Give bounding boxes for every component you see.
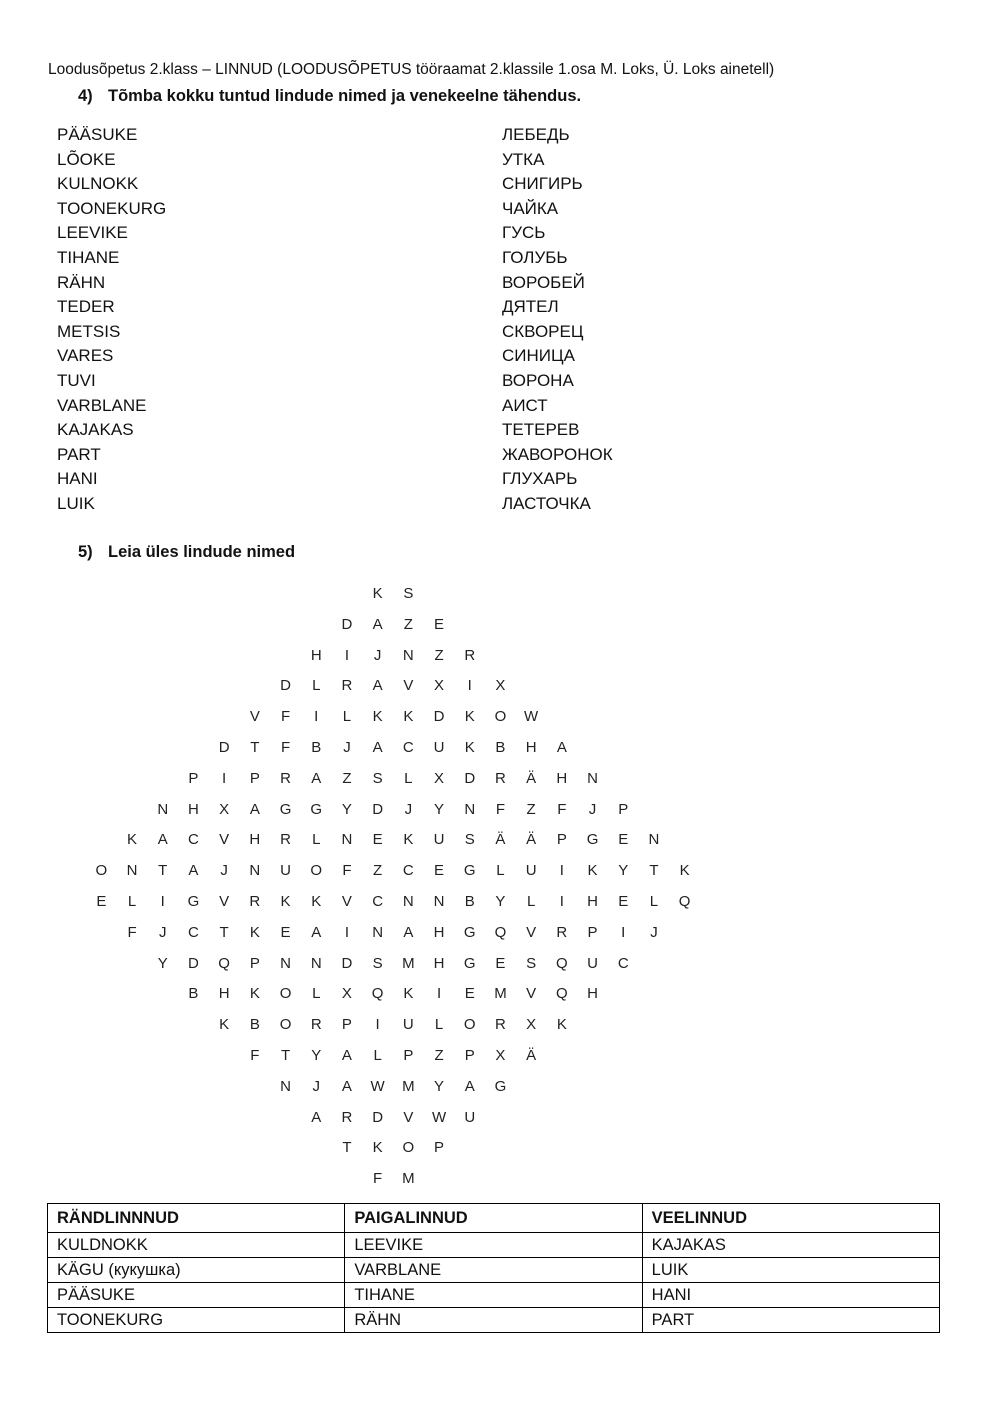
- grid-letter: E: [495, 954, 506, 972]
- grid-letter: L: [404, 769, 413, 787]
- estonian-word: RÄHN: [57, 272, 106, 292]
- grid-letter: U: [525, 862, 537, 880]
- grid-letter: H: [587, 985, 598, 1003]
- grid-letter: F: [280, 708, 291, 726]
- grid-letter: U: [587, 954, 598, 972]
- grid-letter: A: [372, 615, 383, 633]
- header-water-birds: VEELINNUD: [642, 1204, 939, 1233]
- grid-letter: F: [250, 1047, 260, 1064]
- grid-letter: S: [372, 769, 383, 787]
- grid-letter: I: [344, 646, 350, 664]
- grid-letter: K: [280, 893, 291, 910]
- grid-letter: K: [556, 1016, 567, 1034]
- russian-word: ГЛУХАРЬ: [502, 469, 578, 489]
- grid-letter: P: [249, 954, 260, 972]
- grid-letter: K: [464, 739, 475, 756]
- grid-letter: H: [249, 831, 261, 849]
- grid-letter: Q: [678, 893, 691, 910]
- table-header-row: [48, 1204, 940, 1233]
- grid-letter: K: [372, 708, 383, 726]
- russian-word: СНИГИРЬ: [502, 174, 583, 194]
- grid-letter: N: [464, 800, 476, 818]
- grid-letter: Y: [434, 800, 445, 818]
- grid-letter: T: [342, 1139, 352, 1157]
- grid-letter: T: [158, 862, 168, 880]
- grid-letter: B: [188, 985, 199, 1003]
- grid-letter: K: [249, 923, 260, 941]
- grid-letter: Z: [434, 646, 444, 664]
- grid-letter: H: [218, 985, 230, 1003]
- grid-letter: F: [373, 1170, 383, 1188]
- grid-letter: N: [648, 831, 660, 849]
- russian-word: ЛЕБЕДЬ: [502, 125, 570, 144]
- worksheet-header: Loodusõpetus 2.klass – LINNUD (LOODUSÕPETUS tööraamat 2.klassile 1.osa M. Loks, Ü. Loks ainetell): [48, 61, 775, 78]
- russian-word: ВОРОНА: [502, 370, 574, 390]
- task-4-number: 4): [78, 87, 93, 105]
- grid-letter: K: [403, 831, 414, 849]
- grid-letter: N: [372, 923, 384, 941]
- grid-letter: A: [311, 923, 322, 941]
- table-cell: KAJAKAS: [642, 1233, 939, 1258]
- grid-letter: C: [402, 862, 414, 880]
- grid-letter: R: [280, 769, 291, 787]
- estonian-word: LEEVIKE: [57, 223, 128, 243]
- grid-letter: K: [372, 585, 383, 602]
- grid-letter: P: [464, 1047, 475, 1064]
- grid-letter: Z: [434, 1047, 444, 1064]
- russian-word: ДЯТЕЛ: [502, 297, 559, 317]
- grid-letter: X: [341, 985, 352, 1003]
- grid-letter: Q: [494, 923, 507, 941]
- grid-letter: Y: [311, 1047, 322, 1064]
- grid-letter: Ä: [495, 831, 506, 849]
- table-row: [48, 1258, 940, 1283]
- grid-letter: H: [433, 954, 445, 972]
- grid-letter: M: [402, 1077, 415, 1095]
- grid-letter: L: [373, 1047, 382, 1064]
- grid-letter: E: [280, 923, 291, 941]
- grid-letter: E: [96, 893, 107, 910]
- estonian-word: LÕOKE: [57, 149, 116, 169]
- grid-letter: Y: [618, 862, 629, 880]
- grid-letter: B: [495, 739, 506, 756]
- estonian-word: HANI: [57, 469, 98, 489]
- grid-letter: X: [526, 1016, 537, 1034]
- grid-letter: R: [341, 677, 353, 695]
- grid-letter: D: [372, 800, 384, 818]
- grid-letter: W: [524, 708, 539, 726]
- grid-letter: D: [341, 954, 353, 972]
- grid-letter: E: [372, 831, 383, 849]
- grid-letter: V: [249, 708, 260, 726]
- grid-letter: O: [494, 708, 507, 726]
- grid-letter: N: [249, 862, 261, 880]
- grid-letter: P: [587, 923, 598, 941]
- grid-letter: G: [463, 954, 476, 972]
- table-cell: LEEVIKE: [345, 1233, 642, 1258]
- table-cell: TIHANE: [345, 1283, 642, 1308]
- grid-letter: C: [617, 954, 629, 972]
- grid-letter: P: [341, 1016, 352, 1034]
- russian-word: ТЕТЕРЕВ: [502, 420, 580, 440]
- estonian-word: VARBLANE: [57, 395, 147, 415]
- grid-letter: U: [433, 831, 445, 849]
- grid-letter: O: [279, 985, 292, 1003]
- table-cell: KULDNOKK: [48, 1233, 345, 1258]
- grid-letter: N: [157, 800, 169, 818]
- grid-letter: Ä: [526, 1047, 537, 1064]
- grid-letter: M: [402, 954, 415, 972]
- grid-letter: A: [372, 739, 383, 756]
- grid-letter: P: [188, 769, 199, 787]
- grid-letter: G: [586, 831, 599, 849]
- header-resident-birds: PAIGALINNUD: [345, 1204, 642, 1233]
- grid-letter: H: [556, 769, 568, 787]
- table-cell: VARBLANE: [345, 1258, 642, 1283]
- grid-letter: J: [588, 800, 597, 818]
- grid-letter: A: [403, 923, 414, 941]
- grid-letter: K: [587, 862, 598, 880]
- grid-letter: C: [372, 893, 384, 910]
- grid-letter: R: [280, 831, 291, 849]
- grid-letter: G: [187, 893, 200, 910]
- grid-letter: D: [280, 677, 291, 695]
- estonian-word: LUIK: [57, 493, 95, 513]
- grid-letter: X: [434, 677, 445, 695]
- grid-letter: I: [160, 893, 165, 910]
- grid-letter: J: [650, 923, 658, 941]
- grid-letter: K: [403, 985, 414, 1003]
- grid-letter: S: [464, 831, 475, 849]
- grid-letter: A: [372, 677, 383, 695]
- russian-word: СИНИЦА: [502, 346, 575, 366]
- grid-letter: E: [434, 615, 445, 633]
- grid-letter: R: [495, 1016, 506, 1034]
- grid-letter: V: [526, 923, 537, 941]
- estonian-word: VARES: [57, 346, 114, 366]
- grid-letter: N: [280, 954, 291, 972]
- grid-letter: Z: [373, 862, 383, 880]
- grid-letter: L: [312, 677, 321, 695]
- bird-category-table: [47, 1203, 940, 1333]
- grid-letter: M: [402, 1170, 415, 1188]
- grid-letter: D: [372, 1108, 384, 1126]
- grid-letter: I: [559, 893, 564, 910]
- grid-letter: A: [556, 739, 567, 756]
- russian-word: ВОРОБЕЙ: [502, 272, 585, 292]
- header-migratory-birds: RÄNDLINNNUD: [48, 1204, 345, 1233]
- grid-letter: P: [434, 1139, 445, 1157]
- grid-letter: G: [310, 800, 323, 818]
- grid-letter: V: [219, 831, 230, 849]
- grid-letter: L: [312, 831, 321, 849]
- grid-letter: I: [559, 862, 564, 880]
- grid-letter: D: [341, 615, 353, 633]
- grid-letter: O: [279, 1016, 292, 1034]
- table-cell: LUIK: [642, 1258, 939, 1283]
- grid-letter: T: [649, 862, 659, 880]
- grid-letter: B: [311, 739, 322, 756]
- grid-letter: A: [341, 1077, 352, 1095]
- grid-letter: R: [310, 1016, 322, 1034]
- grid-letter: V: [219, 893, 230, 910]
- grid-letter: U: [280, 862, 291, 880]
- grid-letter: F: [557, 800, 567, 818]
- grid-letter: R: [464, 646, 476, 664]
- grid-letter: R: [556, 923, 568, 941]
- grid-letter: N: [433, 893, 445, 910]
- grid-letter: P: [618, 800, 629, 818]
- grid-letter: D: [433, 708, 445, 726]
- grid-letter: Q: [556, 985, 568, 1003]
- grid-letter: K: [311, 893, 322, 910]
- grid-letter: F: [280, 739, 291, 756]
- grid-letter: Z: [342, 769, 352, 787]
- estonian-word: TUVI: [57, 370, 96, 390]
- grid-letter: B: [464, 893, 475, 910]
- estonian-word: PART: [57, 444, 101, 464]
- grid-letter: L: [434, 1016, 444, 1034]
- grid-letter: L: [496, 862, 505, 880]
- russian-word: ГУСЬ: [502, 223, 546, 243]
- grid-letter: H: [433, 923, 445, 941]
- grid-letter: O: [463, 1016, 476, 1034]
- grid-letter: F: [127, 923, 137, 941]
- grid-letter: D: [188, 954, 199, 972]
- grid-letter: J: [343, 739, 351, 756]
- grid-letter: Q: [556, 954, 568, 972]
- grid-letter: J: [404, 800, 413, 818]
- grid-letter: I: [344, 923, 350, 941]
- task-5-instruction: Leia üles lindude nimed: [108, 543, 296, 561]
- grid-letter: I: [621, 923, 626, 941]
- grid-letter: S: [526, 954, 537, 972]
- grid-letter: L: [127, 893, 137, 910]
- estonian-word: PÄÄSUKE: [57, 125, 138, 144]
- grid-letter: G: [494, 1077, 507, 1095]
- russian-word: ЛАСТОЧКА: [502, 493, 591, 513]
- grid-letter: V: [341, 893, 352, 910]
- russian-word: ЧАЙКА: [502, 198, 559, 218]
- grid-letter: K: [464, 708, 475, 726]
- grid-letter: Y: [341, 800, 352, 818]
- grid-letter: K: [403, 708, 414, 726]
- grid-letter: A: [157, 831, 168, 849]
- russian-word: ЖАВОРОНОК: [502, 444, 613, 464]
- grid-letter: X: [495, 677, 506, 695]
- task-4-instruction: Tõmba kokku tuntud lindude nimed ja venekeelne tähendus.: [108, 87, 582, 105]
- grid-letter: T: [280, 1047, 291, 1064]
- grid-letter: Q: [371, 985, 384, 1003]
- grid-letter: Z: [526, 800, 536, 818]
- grid-letter: N: [402, 646, 414, 664]
- grid-letter: N: [341, 831, 353, 849]
- table-cell: PART: [642, 1308, 939, 1333]
- grid-letter: R: [249, 893, 261, 910]
- estonian-word: TEDER: [57, 297, 115, 317]
- grid-letter: Q: [218, 954, 230, 972]
- estonian-word: TOONEKURG: [57, 198, 167, 218]
- table-cell: HANI: [642, 1283, 939, 1308]
- grid-letter: N: [126, 862, 138, 880]
- russian-word: ГОЛУБЬ: [502, 247, 568, 267]
- grid-letter: S: [372, 954, 383, 972]
- grid-letter: N: [310, 954, 322, 972]
- grid-letter: K: [127, 831, 138, 849]
- grid-letter: P: [556, 831, 567, 849]
- grid-letter: L: [526, 893, 536, 910]
- grid-letter: Y: [434, 1077, 445, 1095]
- table-cell: KÄGU (кукушка): [48, 1258, 345, 1283]
- grid-letter: E: [618, 831, 629, 849]
- grid-letter: K: [249, 985, 260, 1003]
- grid-letter: I: [436, 985, 442, 1003]
- grid-letter: T: [250, 739, 260, 756]
- grid-letter: A: [341, 1047, 352, 1064]
- grid-letter: O: [95, 862, 108, 880]
- grid-letter: L: [342, 708, 352, 726]
- grid-letter: A: [311, 1108, 322, 1126]
- grid-letter: I: [375, 1016, 380, 1034]
- estonian-word: METSIS: [57, 321, 121, 341]
- grid-letter: X: [495, 1047, 506, 1064]
- table-row: [48, 1233, 940, 1258]
- grid-letter: A: [188, 862, 199, 880]
- grid-letter: M: [494, 985, 507, 1003]
- grid-letter: H: [587, 893, 598, 910]
- grid-letter: K: [219, 1016, 230, 1034]
- grid-letter: U: [464, 1108, 476, 1126]
- grid-letter: Z: [403, 615, 413, 633]
- grid-letter: V: [403, 1108, 414, 1126]
- grid-letter: O: [310, 862, 323, 880]
- grid-letter: U: [402, 1016, 414, 1034]
- grid-letter: C: [188, 923, 199, 941]
- grid-letter: Y: [495, 893, 506, 910]
- grid-letter: L: [312, 985, 321, 1003]
- grid-letter: R: [341, 1108, 353, 1126]
- estonian-word: KULNOKK: [57, 174, 139, 194]
- grid-letter: V: [526, 985, 537, 1003]
- grid-letter: U: [433, 739, 445, 756]
- table-row: [48, 1308, 940, 1333]
- grid-letter: C: [402, 739, 414, 756]
- russian-word: АИСТ: [502, 395, 548, 415]
- grid-letter: P: [249, 769, 260, 787]
- table-cell: TOONEKURG: [48, 1308, 345, 1333]
- task-5-number: 5): [78, 543, 93, 561]
- grid-letter: W: [431, 1108, 447, 1126]
- grid-letter: Y: [157, 954, 168, 972]
- grid-letter: V: [403, 677, 414, 695]
- grid-letter: W: [370, 1077, 385, 1095]
- grid-letter: G: [463, 862, 476, 880]
- grid-letter: H: [525, 739, 537, 756]
- grid-letter: J: [159, 923, 167, 941]
- grid-letter: J: [220, 862, 228, 880]
- grid-letter: G: [463, 923, 476, 941]
- grid-letter: L: [649, 893, 659, 910]
- grid-letter: K: [372, 1139, 383, 1157]
- grid-letter: N: [280, 1077, 291, 1095]
- grid-letter: D: [464, 769, 476, 787]
- grid-letter: E: [464, 985, 475, 1003]
- grid-letter: G: [279, 800, 292, 818]
- grid-letter: I: [467, 677, 472, 695]
- grid-letter: H: [310, 646, 322, 664]
- grid-letter: X: [434, 769, 445, 787]
- grid-letter: F: [342, 862, 352, 880]
- table-cell: PÄÄSUKE: [48, 1283, 345, 1308]
- grid-letter: A: [311, 769, 322, 787]
- grid-letter: R: [495, 769, 506, 787]
- grid-letter: I: [314, 708, 319, 726]
- table-cell: RÄHN: [345, 1308, 642, 1333]
- grid-letter: A: [464, 1077, 475, 1095]
- grid-letter: X: [219, 800, 230, 818]
- grid-letter: S: [403, 585, 414, 602]
- grid-letter: D: [218, 739, 230, 756]
- grid-letter: E: [434, 862, 445, 880]
- russian-word: УТКА: [502, 149, 545, 169]
- grid-letter: Ä: [526, 769, 537, 787]
- grid-letter: B: [249, 1016, 260, 1034]
- grid-letter: E: [618, 893, 629, 910]
- estonian-word: KAJAKAS: [57, 420, 134, 440]
- grid-letter: O: [402, 1139, 415, 1157]
- grid-letter: N: [587, 769, 598, 787]
- grid-letter: Ä: [526, 831, 537, 849]
- grid-letter: K: [679, 862, 690, 880]
- grid-letter: H: [188, 800, 199, 818]
- grid-letter: J: [373, 646, 382, 664]
- estonian-word: TIHANE: [57, 247, 120, 267]
- grid-letter: C: [188, 831, 199, 849]
- grid-letter: F: [495, 800, 506, 818]
- russian-word: СКВОРЕЦ: [502, 321, 584, 341]
- grid-letter: P: [403, 1047, 414, 1064]
- grid-letter: A: [249, 800, 260, 818]
- grid-letter: J: [312, 1077, 320, 1095]
- table-row: [48, 1283, 940, 1308]
- grid-letter: T: [219, 923, 229, 941]
- grid-letter: N: [402, 893, 414, 910]
- grid-letter: I: [222, 769, 227, 787]
